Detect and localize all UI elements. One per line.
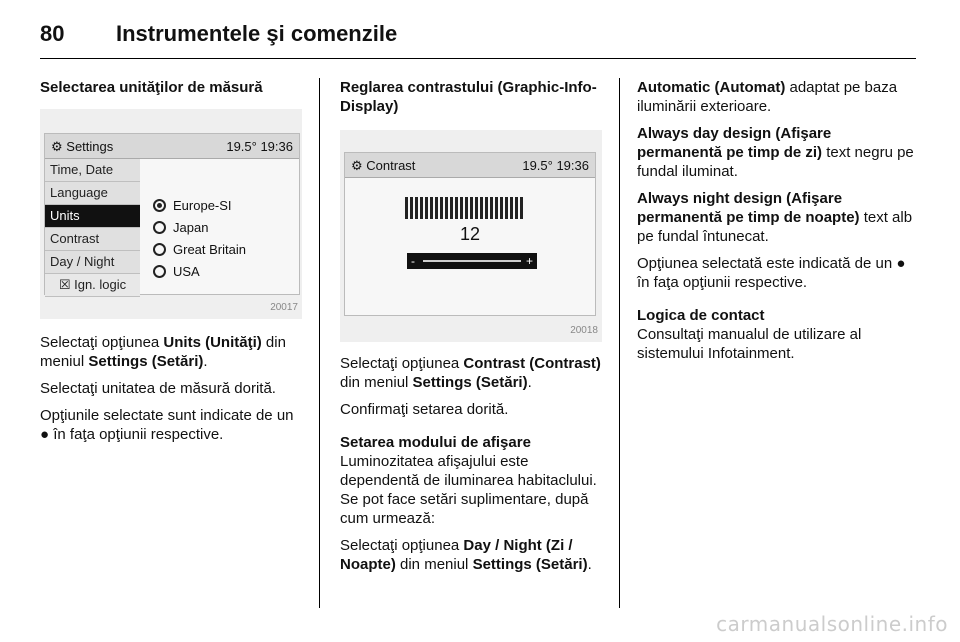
screen-title: ⚙ Settings xyxy=(51,138,114,154)
section-heading-units: Selectarea unităţilor de măsură xyxy=(40,79,263,96)
radio-icon xyxy=(153,221,166,234)
option-europe-si: Europe-SI xyxy=(153,194,246,216)
page-header xyxy=(40,14,916,54)
contrast-pattern xyxy=(405,197,525,219)
settings-menu xyxy=(45,159,140,297)
paragraph-always-night: Always night design (Afişare permanentă pe timp de noapte) text alb pe fundal întunecat. xyxy=(637,190,913,245)
paragraph-consult-manual: Consultaţi manualul de utilizare al sistemului Infotainment. xyxy=(637,326,862,362)
paragraph-automatic: Automatic (Automat) adaptat pe baza iluminării exterioare. xyxy=(637,79,898,115)
unit-options xyxy=(153,194,246,282)
temp-time: 19.5° 19:36 xyxy=(522,157,589,173)
figure-number: 20018 xyxy=(570,325,598,336)
settings-icon: ⚙ xyxy=(351,157,367,173)
radio-selected-icon xyxy=(153,199,166,212)
figure-number: 20017 xyxy=(270,302,298,313)
column-day-night xyxy=(637,78,917,371)
menu-item-language: Language xyxy=(45,182,140,205)
column-divider xyxy=(319,78,320,608)
paragraph-select-unit: Selectaţi unitatea de măsură dorită. xyxy=(40,380,276,397)
column-divider xyxy=(619,78,620,608)
contrast-value: 12 xyxy=(459,224,481,244)
contrast-slider xyxy=(407,253,537,269)
settings-icon: ⚙ xyxy=(51,138,67,154)
section-heading-contrast: Reglarea contrastului (Graphic-Info-Display) xyxy=(340,79,597,115)
paragraph-always-day: Always day design (Afişare permanentă pe timp de zi) text negru pe fundal iluminat. xyxy=(637,125,914,180)
paragraph-brightness: Luminozitatea afişajului este dependentă de iluminarea habitaclului. Se pot face setări suplimentare, după cum urmează: xyxy=(340,453,597,527)
temp-time: 19.5° 19:36 xyxy=(226,138,293,154)
plus-icon: + xyxy=(525,253,533,268)
screen-title: ⚙ Contrast xyxy=(351,157,416,173)
figure-contrast xyxy=(340,130,602,342)
paragraph-select-day-night: Selectaţi opţiunea Day / Night (Zi / Noapte) din meniul Settings (Setări). xyxy=(340,537,592,573)
option-japan: Japan xyxy=(153,216,246,238)
menu-item-units: Units xyxy=(45,205,140,228)
page-number: 80 xyxy=(40,21,65,46)
screen-header xyxy=(45,134,299,159)
option-great-britain: Great Britain xyxy=(153,238,246,260)
option-usa: USA xyxy=(153,260,246,282)
column-units xyxy=(40,78,302,452)
watermark: carmanualsonline.info xyxy=(716,612,948,636)
page-title: Instrumentele şi comenzile xyxy=(116,21,398,46)
menu-item-time-date: Time, Date xyxy=(45,159,140,182)
slider-track xyxy=(423,260,521,262)
paragraph-confirm: Confirmaţi setarea dorită. xyxy=(340,401,509,418)
section-heading-ignition-logic: Logica de contact xyxy=(637,307,765,324)
column-contrast xyxy=(340,78,602,582)
paragraph-select-contrast: Selectaţi opţiunea Contrast (Contrast) din meniul Settings (Setări). xyxy=(340,355,601,391)
header-rule xyxy=(40,58,916,59)
display-screen xyxy=(44,133,300,295)
menu-item-day-night: Day / Night xyxy=(45,251,140,274)
figure-settings-units xyxy=(40,109,302,319)
radio-icon xyxy=(153,265,166,278)
display-screen xyxy=(344,152,596,316)
minus-icon: - xyxy=(411,253,415,268)
paragraph-selected-indicator: Opţiunile selectate sunt indicate de un ● în faţa opţiunii respective. xyxy=(40,407,294,443)
checkbox-icon: ☒ xyxy=(58,277,75,292)
radio-icon xyxy=(153,243,166,256)
menu-item-contrast: Contrast xyxy=(45,228,140,251)
section-heading-display-mode: Setarea modului de afişare xyxy=(340,434,531,451)
paragraph-select-units: Selectaţi opţiunea Units (Unităţi) din meniul Settings (Setări). xyxy=(40,334,286,370)
paragraph-selected-indicator: Opţiunea selectată este indicată de un ● în faţa opţiunii respective. xyxy=(637,255,906,291)
screen-header xyxy=(345,153,595,178)
menu-item-ign-logic: ☒ Ign. logic xyxy=(45,274,140,297)
